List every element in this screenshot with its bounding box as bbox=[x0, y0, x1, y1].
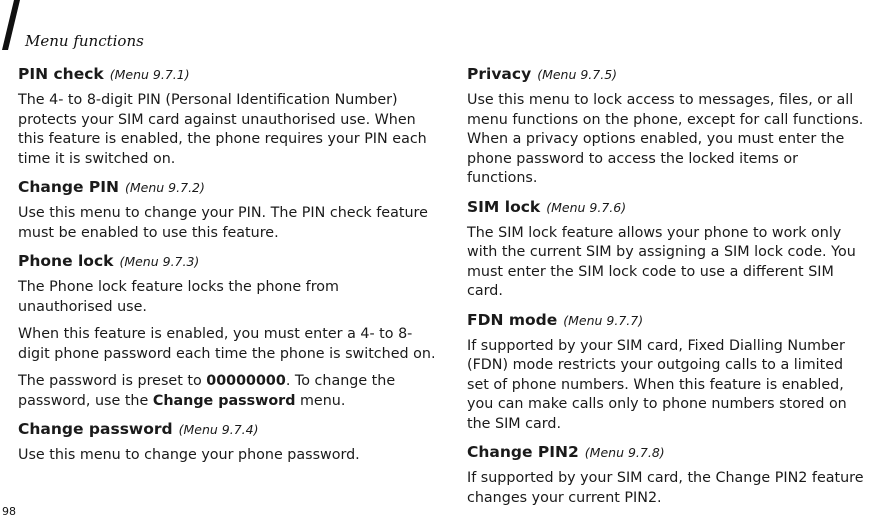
section-fdn-mode bbox=[467, 310, 869, 435]
right-column bbox=[467, 64, 869, 516]
section-pin-check bbox=[18, 64, 438, 169]
emphasis-text: Change password bbox=[152, 392, 296, 409]
body-paragraph: The 4- to 8-digit PIN (Personal Identification Number) protects your SIM card against unauthorised use. When this feature is enabled, the phone requires your PIN each time it is switched on. bbox=[18, 92, 427, 167]
menu-reference: (Menu 9.7.4) bbox=[178, 422, 259, 437]
menu-reference: (Menu 9.7.1) bbox=[109, 67, 190, 82]
section-heading bbox=[467, 442, 869, 463]
menu-reference: (Menu 9.7.5) bbox=[537, 67, 618, 82]
section-heading bbox=[467, 310, 869, 331]
body-paragraph: The Phone lock feature locks the phone from unauthorised use. bbox=[18, 279, 339, 315]
section-heading-text: Change PIN bbox=[18, 178, 120, 196]
left-column bbox=[18, 64, 438, 474]
section-sim-lock bbox=[467, 197, 869, 302]
menu-reference: (Menu 9.7.2) bbox=[125, 180, 205, 195]
section-change-password bbox=[18, 419, 438, 466]
section-heading-text: PIN check bbox=[18, 65, 104, 83]
body-paragraph: Use this menu to change your PIN. The PIN check feature must be enabled to use this feature. bbox=[18, 205, 428, 241]
section-heading bbox=[467, 64, 869, 85]
section-heading-text: Change PIN2 bbox=[467, 443, 579, 461]
body-paragraph: The password is preset to 00000000. To change the password, use the Change password menu. bbox=[18, 373, 396, 409]
section-heading-text: FDN mode bbox=[467, 310, 558, 329]
section-heading-text: Privacy bbox=[467, 65, 532, 83]
menu-reference: (Menu 9.7.8) bbox=[584, 445, 665, 460]
body-paragraph: Use this menu to lock access to messages, files, or all menu functions on the phone, except for call functions. When a privacy options enabled, you must enter the phone password to access the locked items or functions. bbox=[467, 92, 864, 186]
menu-reference: (Menu 9.7.7) bbox=[563, 312, 644, 328]
section-heading bbox=[18, 177, 438, 198]
body-paragraph: Use this menu to change your phone password. bbox=[18, 447, 360, 463]
section-change-pin bbox=[18, 177, 438, 243]
section-heading-text: Change password bbox=[18, 420, 173, 438]
header-decoration bbox=[0, 0, 20, 50]
section-heading bbox=[18, 251, 438, 272]
menu-reference: (Menu 9.7.6) bbox=[546, 199, 627, 215]
body-paragraph: When this feature is enabled, you must enter a 4- to 8-digit phone password each time the phone is switched on. bbox=[18, 326, 436, 362]
section-heading bbox=[18, 64, 438, 85]
body-paragraph: If supported by your SIM card, the Change PIN2 feature changes your current PIN2. bbox=[467, 470, 864, 506]
section-phone-lock bbox=[18, 251, 438, 411]
page-header-title: Menu functions bbox=[25, 32, 144, 50]
section-heading-text: SIM lock bbox=[467, 197, 541, 216]
section-privacy bbox=[467, 64, 869, 189]
section-heading bbox=[467, 197, 869, 218]
body-paragraph: The SIM lock feature allows your phone to work only with the current SIM by assigning a SIM lock code. You must enter the SIM lock code to use a different SIM card. bbox=[467, 224, 856, 299]
section-change-pin2 bbox=[467, 442, 869, 508]
emphasis-text: 00000000 bbox=[206, 373, 286, 389]
body-paragraph: If supported by your SIM card, Fixed Dialling Number (FDN) mode restricts your outgoing calls to a limited set of phone numbers. When this feature is enabled, you can make calls only to phone numbers stored on the SIM card. bbox=[467, 337, 847, 432]
menu-reference: (Menu 9.7.3) bbox=[119, 254, 200, 269]
page-number: 98 bbox=[2, 505, 16, 518]
section-heading-text: Phone lock bbox=[18, 252, 114, 270]
section-heading bbox=[18, 419, 438, 440]
